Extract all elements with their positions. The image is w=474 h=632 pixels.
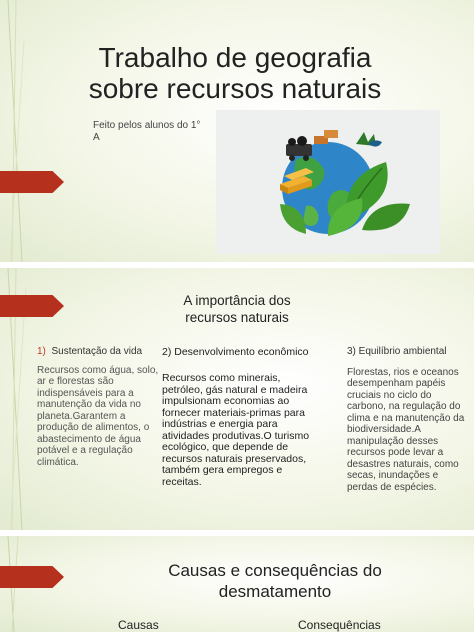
column-equilibrio <box>347 346 465 493</box>
column-heading: 2) Desenvolvimento econômico <box>162 346 309 358</box>
consequences-heading: Consequências <box>298 618 381 632</box>
column-body: Recursos como minerais, petróleo, gás natural e madeira impulsionam economias ao fornecer materiais-primas para indústrias e energia para atividades produtivas.O turismo ecológico, que depende de recursos naturais preservados, também gera empregos e receitas. <box>162 372 310 488</box>
slide-importance <box>0 268 474 530</box>
column-sustentacao <box>37 346 161 468</box>
page-title: Trabalho de geografia sobre recursos naturais <box>88 42 382 104</box>
column-desenvolvimento <box>162 346 322 488</box>
causes-heading: Causas <box>118 618 159 632</box>
author-byline: Feito pelos alunos do 1° A <box>93 120 201 143</box>
earth-resources-illustration <box>216 110 440 254</box>
section-title: A importância dos recursos naturais <box>183 293 291 325</box>
slide-deforestation <box>0 536 474 632</box>
slide-marker-arrow <box>0 295 64 317</box>
column-body: Recursos como água, solo, ar e florestas são indispensáveis para a manutenção da vida no planeta.Garantem a produção de alimentos, o abastecimento de água potável e a regulação climática. <box>37 364 159 468</box>
slide-marker-arrow <box>0 566 64 588</box>
column-heading: 1) Sustentação da vida <box>37 346 143 357</box>
column-heading: 3) Equilíbrio ambiental <box>347 346 447 357</box>
earth-globe-icon <box>216 110 440 254</box>
section-title: Causas e consequências do desmatamento <box>168 561 382 601</box>
decorative-lines <box>0 0 40 262</box>
slide-marker-arrow <box>0 171 64 193</box>
slide-title <box>0 0 474 262</box>
column-body: Florestas, rios e oceanos desempenham papéis cruciais no ciclo do carbono, na regulação do clima e na manutenção da biodiversidade.A manipulação desses recursos pode levar a desastres naturais, como secas, inundações e perdas de espécies. <box>347 366 465 493</box>
